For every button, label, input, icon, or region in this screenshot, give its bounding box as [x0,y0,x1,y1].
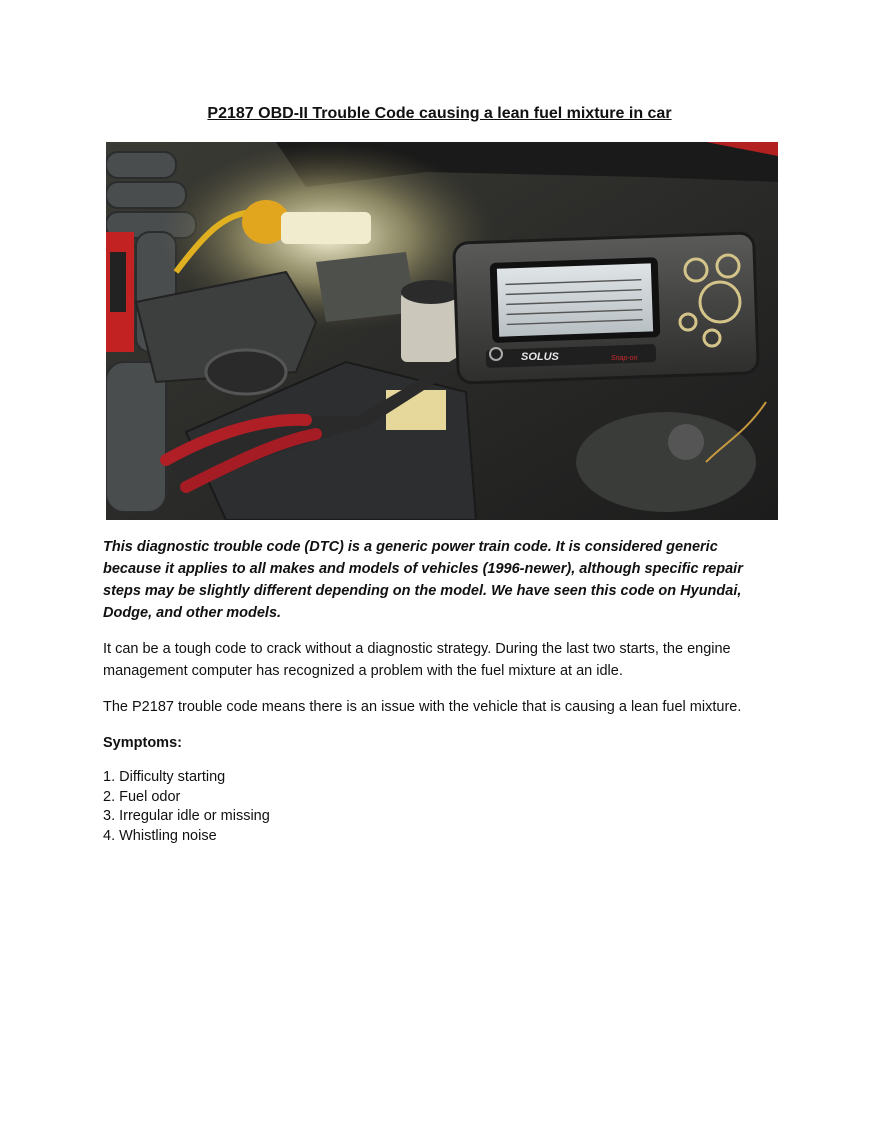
symptom-item: 2. Fuel odor [103,788,181,805]
intro-paragraph: This diagnostic trouble code (DTC) is a generic power train code. It is considered generic because it applies to all makes and models of vehicles (1996-newer), although specific repair steps may be slightly different depending on the model. We have seen this code on Hyundai, Dodge, and other models. [103,539,743,621]
scanner-brand-label: SOLUS [521,351,559,363]
symptom-item: 3. Irregular idle or missing [103,808,270,824]
symptom-item: 4. Whistling noise [103,827,217,844]
engine-bay-photo [106,142,778,520]
page-title: P2187 OBD-II Trouble Code causing a lean fuel mixture in car [207,105,672,122]
symptom-item: 1. Difficulty starting [103,769,226,785]
symptoms-heading: Symptoms: [103,735,182,751]
symptom-list [103,768,763,846]
body-paragraph: It can be a tough code to crack without a diagnostic strategy. During the last two starts, the engine management computer has recognized a problem with the fuel mixture at an idle. [103,641,731,679]
article-body [103,536,763,846]
body-paragraph: The P2187 trouble code means there is an issue with the vehicle that is causing a lean fuel mixture. [103,699,742,715]
scanner-maker-label: Snap-on [611,355,638,362]
